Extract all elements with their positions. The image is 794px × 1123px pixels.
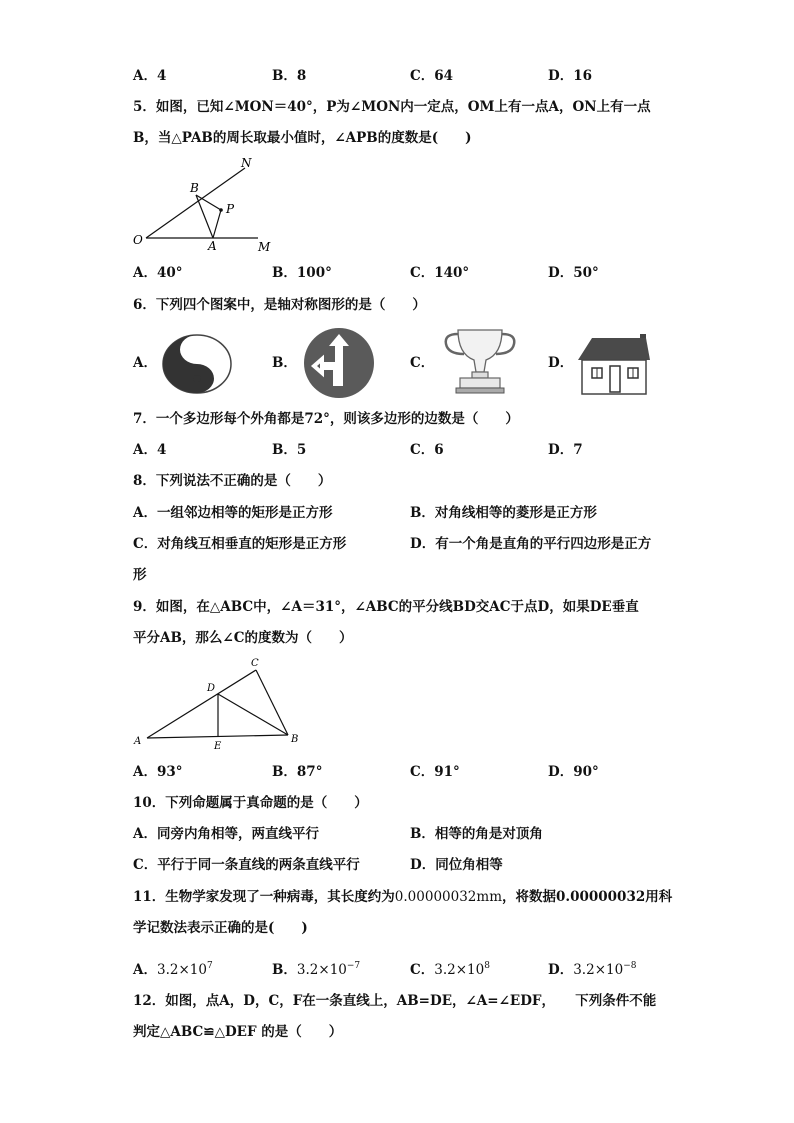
q8-option-c[interactable]: C．对角线互相垂直的矩形是正方形 [133,536,347,552]
label-b: B [291,734,299,745]
q8-option-d[interactable]: D．有一个角是直角的平行四边形是正方 [410,536,652,552]
q6-stem: 6．下列四个图案中，是轴对称图形的是（ ） [133,297,426,313]
q12-stem-line1: 12．如图，点A，D，C，F在一条直线上，AB=DE，∠A=∠EDF， 下列条件不能 [133,993,657,1009]
q11-stem-line2: 学记数法表示正确的是( ) [133,920,308,936]
q8-stem: 8．下列说法不正确的是（ ） [133,473,332,489]
q5-stem-line1: 5．如图，已知∠MON＝40°，P为∠MON内一定点，OM上有一点A，ON上有一点 [133,99,651,115]
q7-option-c[interactable]: C．6 [410,442,444,458]
label-p: P [226,202,235,216]
q9-option-c[interactable]: C．91° [410,764,460,780]
q8-option-d-wrap: 形 [133,567,147,583]
q11-option-d[interactable]: D．$3.2\times 10^{-8}$ [548,961,637,978]
q10-option-c[interactable]: C．平行于同一条直线的两条直线平行 [133,857,360,873]
q4-option-b[interactable]: B．8 [272,68,307,84]
label-a: A [134,736,142,747]
q11-stem-line1 [133,887,672,907]
q11-text-b: ，将数据0.00000032用科 [502,889,673,905]
q11-option-b[interactable]: B．$3.2\times 10^{-7}$ [272,961,361,978]
q7-stem: 7．一个多边形每个外角都是72°，则该多边形的边数是（ ） [133,411,519,427]
q6-option-a[interactable]: A． [133,355,157,371]
label-c: C [251,658,259,669]
q5-option-a[interactable]: A．40° [133,265,183,281]
q10-option-d[interactable]: D．同位角相等 [410,857,503,873]
q5-option-b[interactable]: B．100° [272,265,332,281]
label-n: N [241,156,252,170]
q4-option-d[interactable]: D．16 [548,68,592,84]
q9-triangle-figure [130,652,310,752]
house-icon [576,332,652,396]
q4-option-a[interactable]: A．4 [133,68,167,84]
q9-option-d[interactable]: D．90° [548,764,599,780]
q10-option-a[interactable]: A．同旁内角相等，两直线平行 [133,826,319,842]
q7-option-d[interactable]: D．7 [548,442,583,458]
label-b: B [190,181,199,195]
label-e: E [214,741,222,752]
q10-option-b[interactable]: B．相等的角是对顶角 [410,826,543,842]
label-o: O [133,233,143,247]
q9-stem-line1: 9．如图，在△ABC中，∠A＝31°，∠ABC的平分线BD交AC于点D，如果DE垂直 [133,599,639,615]
label-m: M [258,240,271,254]
q9-option-a[interactable]: A．93° [133,764,183,780]
q4-option-c[interactable]: C．64 [410,68,454,84]
q6-option-b[interactable]: B． [272,355,297,371]
q6-option-d[interactable]: D． [548,355,574,371]
q11-option-c[interactable]: C．$3.2\times 10^8$ [410,961,490,978]
q5-option-d[interactable]: D．50° [548,265,599,281]
yin-yang-icon [160,333,234,395]
q5-angle-figure [125,150,285,260]
q10-stem: 10．下列命题属于真命题的是（ ） [133,795,368,811]
q11-text-a: 11．生物学家发现了一种病毒，其长度约为 [133,889,395,905]
q5-stem-line2: B，当△PAB的周长取最小值时，∠APB的度数是( ) [133,130,472,146]
q9-option-b[interactable]: B．87° [272,764,323,780]
label-a: A [208,239,217,253]
q5-option-c[interactable]: C．140° [410,265,470,281]
label-d: D [207,683,216,694]
q7-option-b[interactable]: B．5 [272,442,307,458]
q8-option-b[interactable]: B．对角线相等的菱形是正方形 [410,505,597,521]
q9-stem-line2: 平分AB，那么∠C的度数为（ ） [133,630,353,646]
arrow-sign-icon [302,326,376,400]
trophy-icon [440,326,520,394]
q8-option-a[interactable]: A．一组邻边相等的矩形是正方形 [133,505,333,521]
q12-stem-line2: 判定△ABC≌△DEF 的是（ ） [133,1024,343,1040]
q7-option-a[interactable]: A．4 [133,442,167,458]
q6-option-c[interactable]: C． [410,355,435,371]
q11-option-a[interactable]: A．$3.2\times 10^7$ [133,961,213,978]
q11-number: 0.00000032mm [394,889,502,905]
